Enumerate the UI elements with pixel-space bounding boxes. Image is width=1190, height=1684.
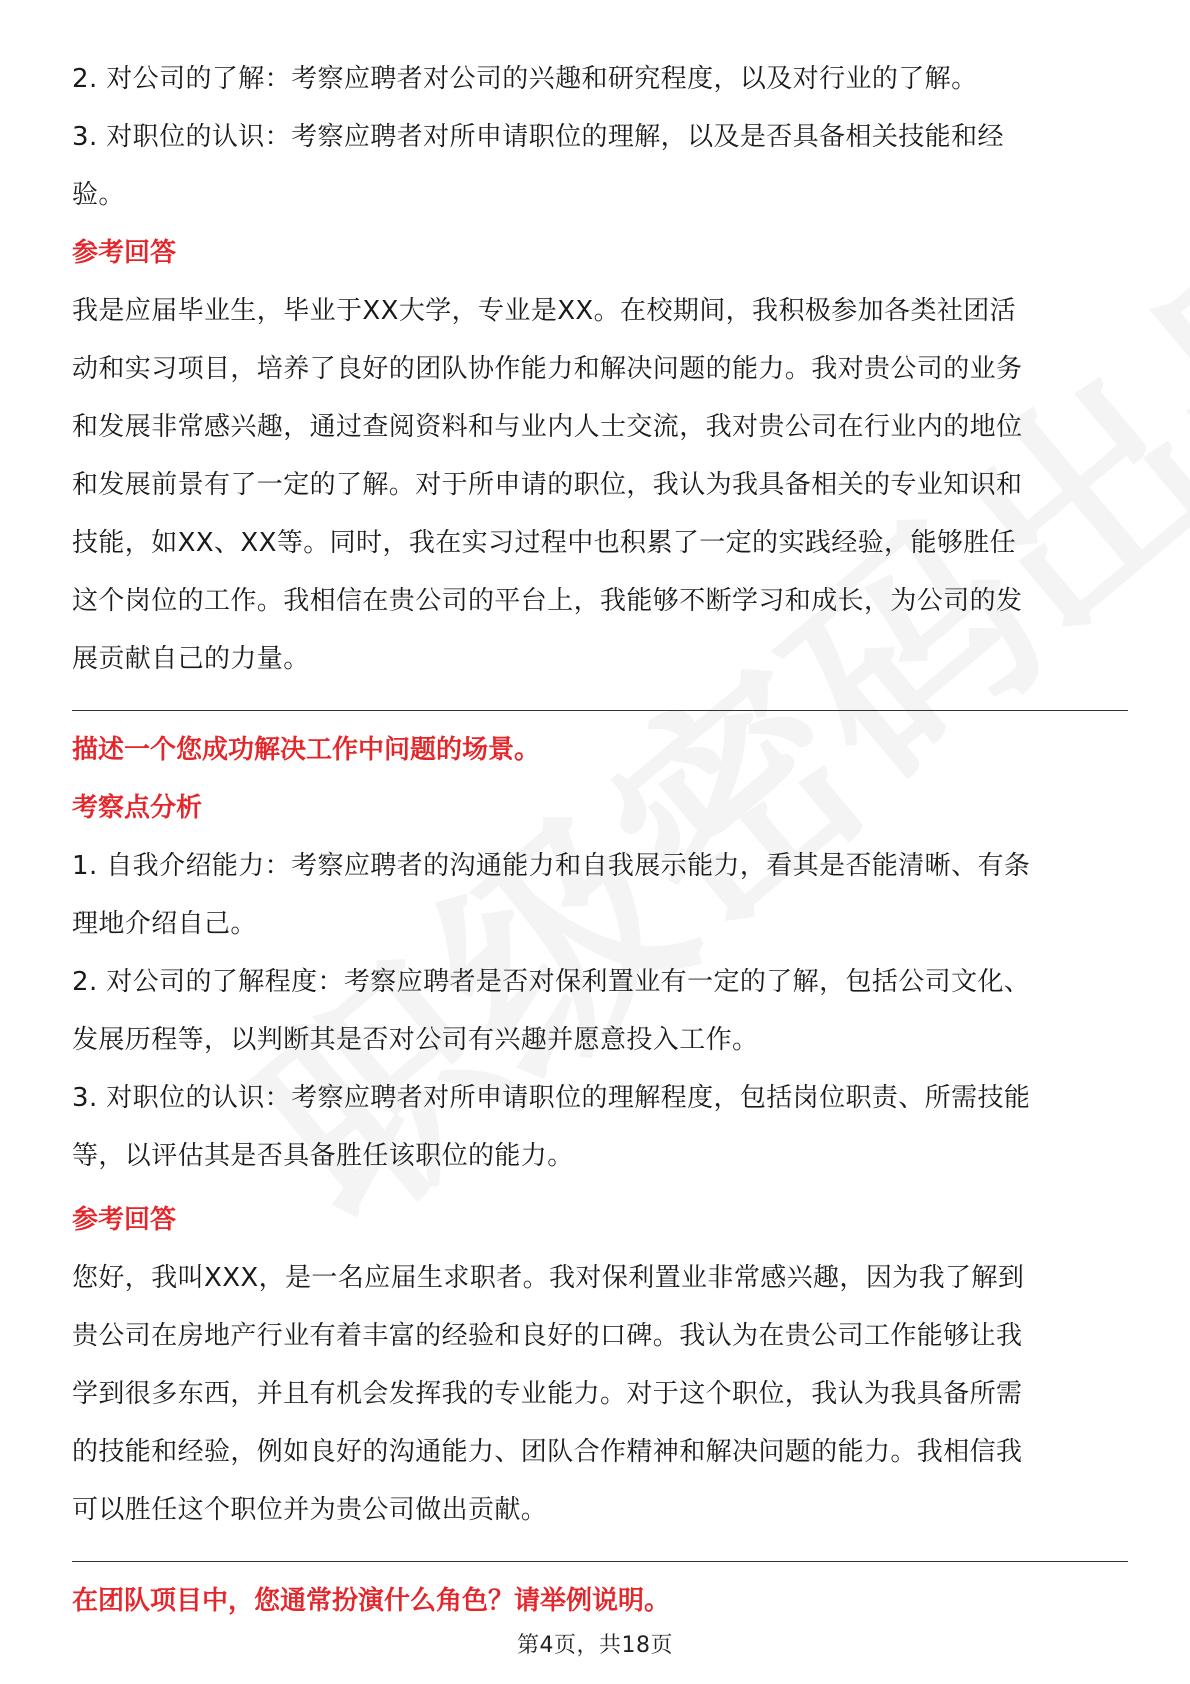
answer-line: 这个岗位的工作。我相信在贵公司的平台上，我能够不断学习和成长，为公司的发 [72, 586, 1023, 616]
answer-line: 您好，我叫XXX，是一名应届生求职者。我对保利置业非常感兴趣，因为我了解到 [72, 1263, 1025, 1293]
analysis-line: 2. 对公司的了解程度：考察应聘者是否对保利置业有一定的了解，包括公司文化、 [72, 967, 1031, 997]
analysis-item: 验。 [72, 180, 125, 210]
analysis-item: 3. 对职位的认识：考察应聘者对所申请职位的理解，以及是否具备相关技能和经 [72, 122, 1004, 152]
answer-heading: 参考回答 [72, 1205, 177, 1235]
answer-line: 和发展前景有了一定的了解。对于所申请的职位，我认为我具备相关的专业知识和 [72, 470, 1023, 500]
answer-line: 展贡献自己的力量。 [72, 644, 310, 674]
answer-line: 的技能和经验，例如良好的沟通能力、团队合作精神和解决问题的能力。我相信我 [72, 1437, 1023, 1467]
analysis-line: 理地介绍自己。 [72, 909, 257, 939]
answer-line: 和发展非常感兴趣，通过查阅资料和与业内人士交流，我对贵公司在行业内的地位 [72, 412, 1023, 442]
answer-line: 动和实习项目，培养了良好的团队协作能力和解决问题的能力。我对贵公司的业务 [72, 354, 1023, 384]
answer-line: 贵公司在房地产行业有着丰富的经验和良好的口碑。我认为在贵公司工作能够让我 [72, 1321, 1023, 1351]
analysis-line: 1. 自我介绍能力：考察应聘者的沟通能力和自我展示能力，看其是否能清晰、有条 [72, 851, 1031, 881]
section-divider [72, 1561, 1128, 1562]
question-heading: 在团队项目中，您通常扮演什么角色？请举例说明。 [72, 1586, 671, 1616]
section-divider [72, 710, 1128, 711]
analysis-line: 3. 对职位的认识：考察应聘者对所申请职位的理解程度，包括岗位职责、所需技能 [72, 1083, 1031, 1113]
answer-heading: 参考回答 [72, 238, 177, 268]
answer-line: 我是应届毕业生，毕业于XX大学，专业是XX。在校期间，我积极参加各类社团活 [72, 296, 1017, 326]
question-heading: 描述一个您成功解决工作中问题的场景。 [72, 735, 541, 765]
answer-line: 可以胜任这个职位并为贵公司做出贡献。 [72, 1495, 548, 1525]
analysis-item: 2. 对公司的了解：考察应聘者对公司的兴趣和研究程度，以及对行业的了解。 [72, 64, 978, 94]
analysis-heading: 考察点分析 [72, 793, 203, 823]
page-footer: 第4页，共18页 [517, 1633, 673, 1658]
analysis-line: 等，以评估其是否具备胜任该职位的能力。 [72, 1141, 574, 1171]
document-page [72, 50, 1128, 1630]
analysis-line: 发展历程等，以判断其是否对公司有兴趣并愿意投入工作。 [72, 1025, 759, 1055]
answer-line: 学到很多东西，并且有机会发挥我的专业能力。对于这个职位，我认为我具备所需 [72, 1379, 1023, 1409]
answer-line: 技能，如XX、XX等。同时，我在实习过程中也积累了一定的实践经验，能够胜任 [72, 528, 1017, 558]
